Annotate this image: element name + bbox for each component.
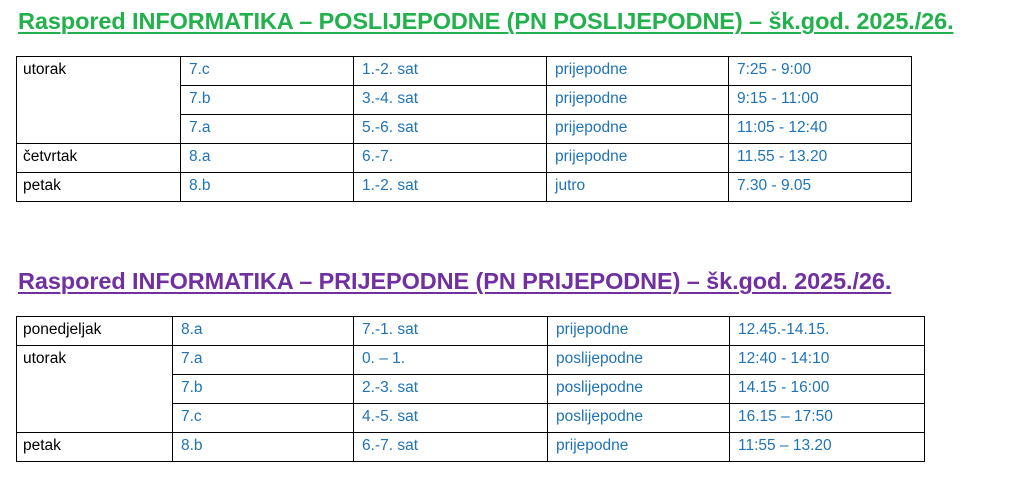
part-of-day-cell: prijepodne xyxy=(548,433,730,462)
part-of-day-cell: prijepodne xyxy=(547,144,729,173)
class-cell: 8.a xyxy=(181,144,354,173)
schedule-table-afternoon xyxy=(16,56,912,202)
period-cell: 2.-3. sat xyxy=(354,375,548,404)
period-cell: 0. – 1. xyxy=(354,346,548,375)
class-cell: 7.b xyxy=(181,86,354,115)
part-of-day-cell: poslijepodne xyxy=(548,346,730,375)
period-cell: 3.-4. sat xyxy=(354,86,547,115)
table-row xyxy=(17,317,925,346)
time-cell: 11.55 - 13.20 xyxy=(729,144,912,173)
day-cell: utorak xyxy=(17,346,173,433)
class-cell: 8.a xyxy=(173,317,354,346)
time-cell: 11:55 – 13.20 xyxy=(730,433,925,462)
time-cell: 11:05 - 12:40 xyxy=(729,115,912,144)
class-cell: 8.b xyxy=(173,433,354,462)
period-cell: 7.-1. sat xyxy=(354,317,548,346)
day-cell: četvrtak xyxy=(17,144,181,173)
time-cell: 12:40 - 14:10 xyxy=(730,346,925,375)
part-of-day-cell: prijepodne xyxy=(547,86,729,115)
part-of-day-cell: prijepodne xyxy=(548,317,730,346)
time-cell: 16.15 – 17:50 xyxy=(730,404,925,433)
class-cell: 7.b xyxy=(173,375,354,404)
period-cell: 5.-6. sat xyxy=(354,115,547,144)
part-of-day-cell: poslijepodne xyxy=(548,375,730,404)
period-cell: 4.-5. sat xyxy=(354,404,548,433)
period-cell: 6.-7. xyxy=(354,144,547,173)
table-row xyxy=(17,433,925,462)
period-cell: 6.-7. sat xyxy=(354,433,548,462)
table-row xyxy=(17,57,912,86)
day-cell: petak xyxy=(17,173,181,202)
part-of-day-cell: prijepodne xyxy=(547,115,729,144)
class-cell: 7.a xyxy=(173,346,354,375)
time-cell: 7.30 - 9.05 xyxy=(729,173,912,202)
schedule-title-afternoon: Raspored INFORMATIKA – POSLIJEPODNE (PN POSLIJEPODNE) – šk.god. 2025./26. xyxy=(18,8,954,34)
time-cell: 12.45.-14.15. xyxy=(730,317,925,346)
time-cell: 7:25 - 9:00 xyxy=(729,57,912,86)
day-cell: utorak xyxy=(17,57,181,144)
time-cell: 9:15 - 11:00 xyxy=(729,86,912,115)
schedule-title-morning: Raspored INFORMATIKA – PRIJEPODNE (PN PRIJEPODNE) – šk.god. 2025./26. xyxy=(18,268,892,294)
part-of-day-cell: jutro xyxy=(547,173,729,202)
schedule-table-morning xyxy=(16,316,925,462)
day-cell: ponedjeljak xyxy=(17,317,173,346)
period-cell: 1.-2. sat xyxy=(354,57,547,86)
table-row xyxy=(17,173,912,202)
part-of-day-cell: prijepodne xyxy=(547,57,729,86)
part-of-day-cell: poslijepodne xyxy=(548,404,730,433)
class-cell: 7.c xyxy=(181,57,354,86)
period-cell: 1.-2. sat xyxy=(354,173,547,202)
day-cell: petak xyxy=(17,433,173,462)
class-cell: 8.b xyxy=(181,173,354,202)
table-row xyxy=(17,346,925,375)
class-cell: 7.c xyxy=(173,404,354,433)
table-row xyxy=(17,144,912,173)
time-cell: 14.15 - 16:00 xyxy=(730,375,925,404)
class-cell: 7.a xyxy=(181,115,354,144)
